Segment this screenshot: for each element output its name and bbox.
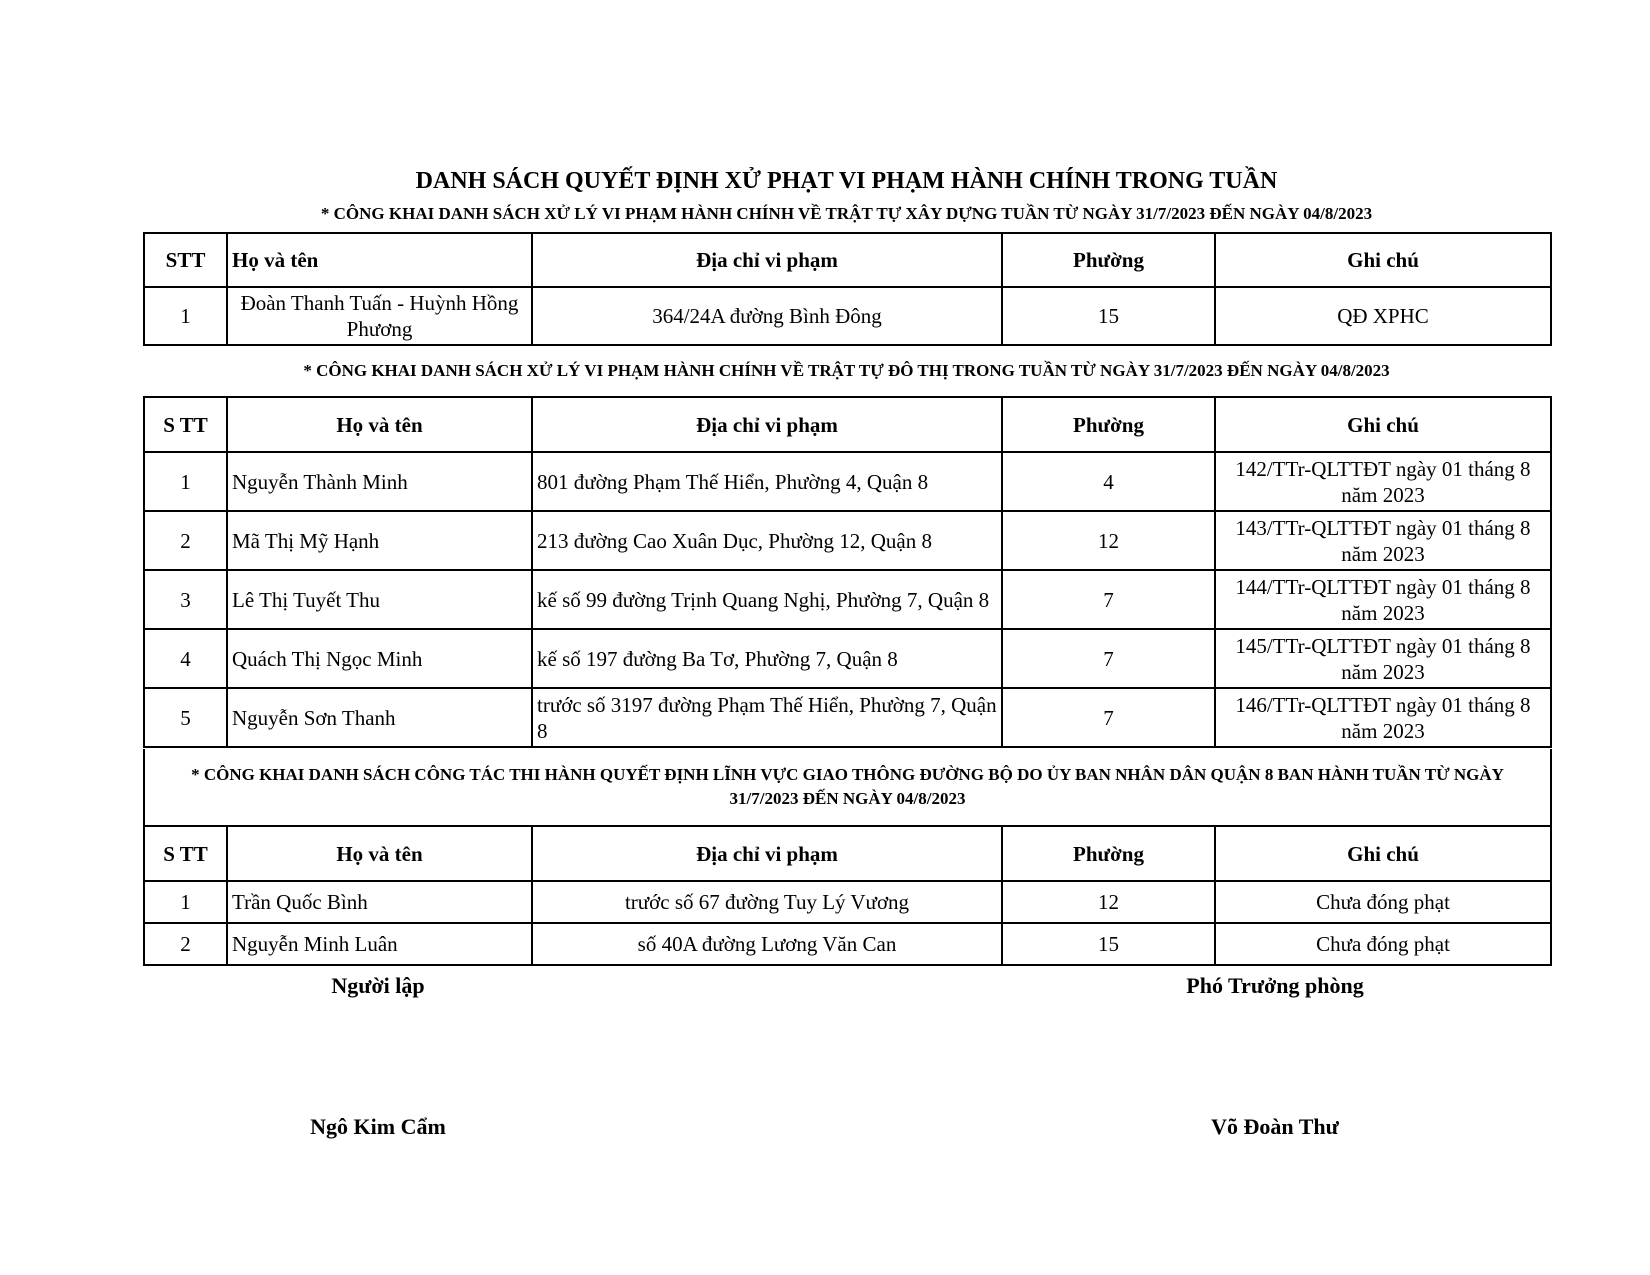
col-note: Ghi chú [1215, 233, 1551, 287]
col-name: Họ và tên [227, 397, 532, 452]
cell-stt: 1 [144, 881, 227, 923]
col-note: Ghi chú [1215, 826, 1551, 881]
cell-name: Mã Thị Mỹ Hạnh [227, 511, 532, 570]
cell-address: kế số 197 đường Ba Tơ, Phường 7, Quận 8 [532, 629, 1002, 688]
cell-note: Chưa đóng phạt [1215, 881, 1551, 923]
cell-address: kế số 99 đường Trịnh Quang Nghị, Phường 7, Quận 8 [532, 570, 1002, 629]
cell-name: Lê Thị Tuyết Thu [227, 570, 532, 629]
col-address: Địa chỉ vi phạm [532, 826, 1002, 881]
cell-stt: 2 [144, 923, 227, 965]
cell-note: 142/TTr-QLTTĐT ngày 01 tháng 8 năm 2023 [1215, 452, 1551, 511]
table-row [144, 688, 1551, 747]
cell-address: trước số 3197 đường Phạm Thế Hiển, Phường 7, Quận 8 [532, 688, 1002, 747]
col-stt: S TT [144, 397, 227, 452]
cell-name: Nguyễn Minh Luân [227, 923, 532, 965]
document-title: DANH SÁCH QUYẾT ĐỊNH XỬ PHẠT VI PHẠM HÀNH CHÍNH TRONG TUẦN [415, 168, 1278, 194]
cell-stt: 3 [144, 570, 227, 629]
cell-stt: 1 [144, 452, 227, 511]
cell-stt: 5 [144, 688, 227, 747]
table-header-row [144, 826, 1551, 881]
table-row [144, 923, 1551, 965]
cell-stt: 1 [144, 287, 227, 345]
construction-violations-table [143, 232, 1552, 346]
table-header-row [144, 397, 1551, 452]
table-header-row [144, 233, 1551, 287]
col-ward: Phường [1002, 233, 1215, 287]
cell-note: 144/TTr-QLTTĐT ngày 01 tháng 8 năm 2023 [1215, 570, 1551, 629]
table-row [144, 287, 1551, 345]
preparer-role: Người lập [331, 973, 425, 998]
cell-stt: 2 [144, 511, 227, 570]
cell-address: 364/24A đường Bình Đông [532, 287, 1002, 345]
col-note: Ghi chú [1215, 397, 1551, 452]
cell-ward: 7 [1002, 629, 1215, 688]
cell-note: 143/TTr-QLTTĐT ngày 01 tháng 8 năm 2023 [1215, 511, 1551, 570]
table-row [144, 452, 1551, 511]
col-ward: Phường [1002, 397, 1215, 452]
table-row [144, 511, 1551, 570]
cell-name: Nguyễn Sơn Thanh [227, 688, 532, 747]
urban-order-violations-table [143, 396, 1552, 748]
cell-address: 213 đường Cao Xuân Dục, Phường 12, Quận 8 [532, 511, 1002, 570]
cell-ward: 7 [1002, 570, 1215, 629]
cell-note: 145/TTr-QLTTĐT ngày 01 tháng 8 năm 2023 [1215, 629, 1551, 688]
traffic-enforcement-table [143, 749, 1552, 966]
cell-ward: 12 [1002, 511, 1215, 570]
col-address: Địa chỉ vi phạm [532, 397, 1002, 452]
cell-ward: 15 [1002, 287, 1215, 345]
col-name: Họ và tên [227, 826, 532, 881]
cell-stt: 4 [144, 629, 227, 688]
cell-ward: 4 [1002, 452, 1215, 511]
section3-heading: * CÔNG KHAI DANH SÁCH CÔNG TÁC THI HÀNH QUYẾT ĐỊNH LĨNH VỰC GIAO THÔNG ĐƯỜNG BỘ DO ỦY BAN NHÂN DÂN QUẬN 8 BAN HÀNH TUẦN TỪ NGÀY 31/7/2023 ĐẾN NGÀY 04/8/2023 [144, 749, 1551, 826]
table-row [144, 570, 1551, 629]
cell-note: 146/TTr-QLTTĐT ngày 01 tháng 8 năm 2023 [1215, 688, 1551, 747]
deputy-head-name: Võ Đoàn Thư [1211, 1114, 1339, 1139]
table-row [144, 881, 1551, 923]
col-name: Họ và tên [227, 233, 532, 287]
deputy-head-role: Phó Trưởng phòng [1186, 973, 1364, 998]
preparer-name: Ngô Kim Cẩm [310, 1114, 446, 1139]
section2-heading: * CÔNG KHAI DANH SÁCH XỬ LÝ VI PHẠM HÀNH CHÍNH VỀ TRẬT TỰ ĐÔ THỊ TRONG TUẦN TỪ NGÀY 31/7/2023 ĐẾN NGÀY 04/8/2023 [303, 361, 1390, 380]
cell-note: Chưa đóng phạt [1215, 923, 1551, 965]
cell-ward: 12 [1002, 881, 1215, 923]
col-stt: S TT [144, 826, 227, 881]
cell-address: trước số 67 đường Tuy Lý Vương [532, 881, 1002, 923]
cell-ward: 7 [1002, 688, 1215, 747]
col-stt: STT [144, 233, 227, 287]
cell-address: số 40A đường Lương Văn Can [532, 923, 1002, 965]
section1-heading: * CÔNG KHAI DANH SÁCH XỬ LÝ VI PHẠM HÀNH CHÍNH VỀ TRẬT TỰ XÂY DỰNG TUẦN TỪ NGÀY 31/7/2023 ĐẾN NGÀY 04/8/2023 [320, 204, 1373, 223]
cell-name: Trần Quốc Bình [227, 881, 532, 923]
col-address: Địa chỉ vi phạm [532, 233, 1002, 287]
cell-ward: 15 [1002, 923, 1215, 965]
cell-name: Nguyễn Thành Minh [227, 452, 532, 511]
table-row [144, 629, 1551, 688]
cell-address: 801 đường Phạm Thế Hiển, Phường 4, Quận 8 [532, 452, 1002, 511]
cell-note: QĐ XPHC [1215, 287, 1551, 345]
cell-name: Đoàn Thanh Tuấn - Huỳnh Hồng Phương [227, 287, 532, 345]
col-ward: Phường [1002, 826, 1215, 881]
cell-name: Quách Thị Ngọc Minh [227, 629, 532, 688]
section3-heading-row [144, 749, 1551, 826]
